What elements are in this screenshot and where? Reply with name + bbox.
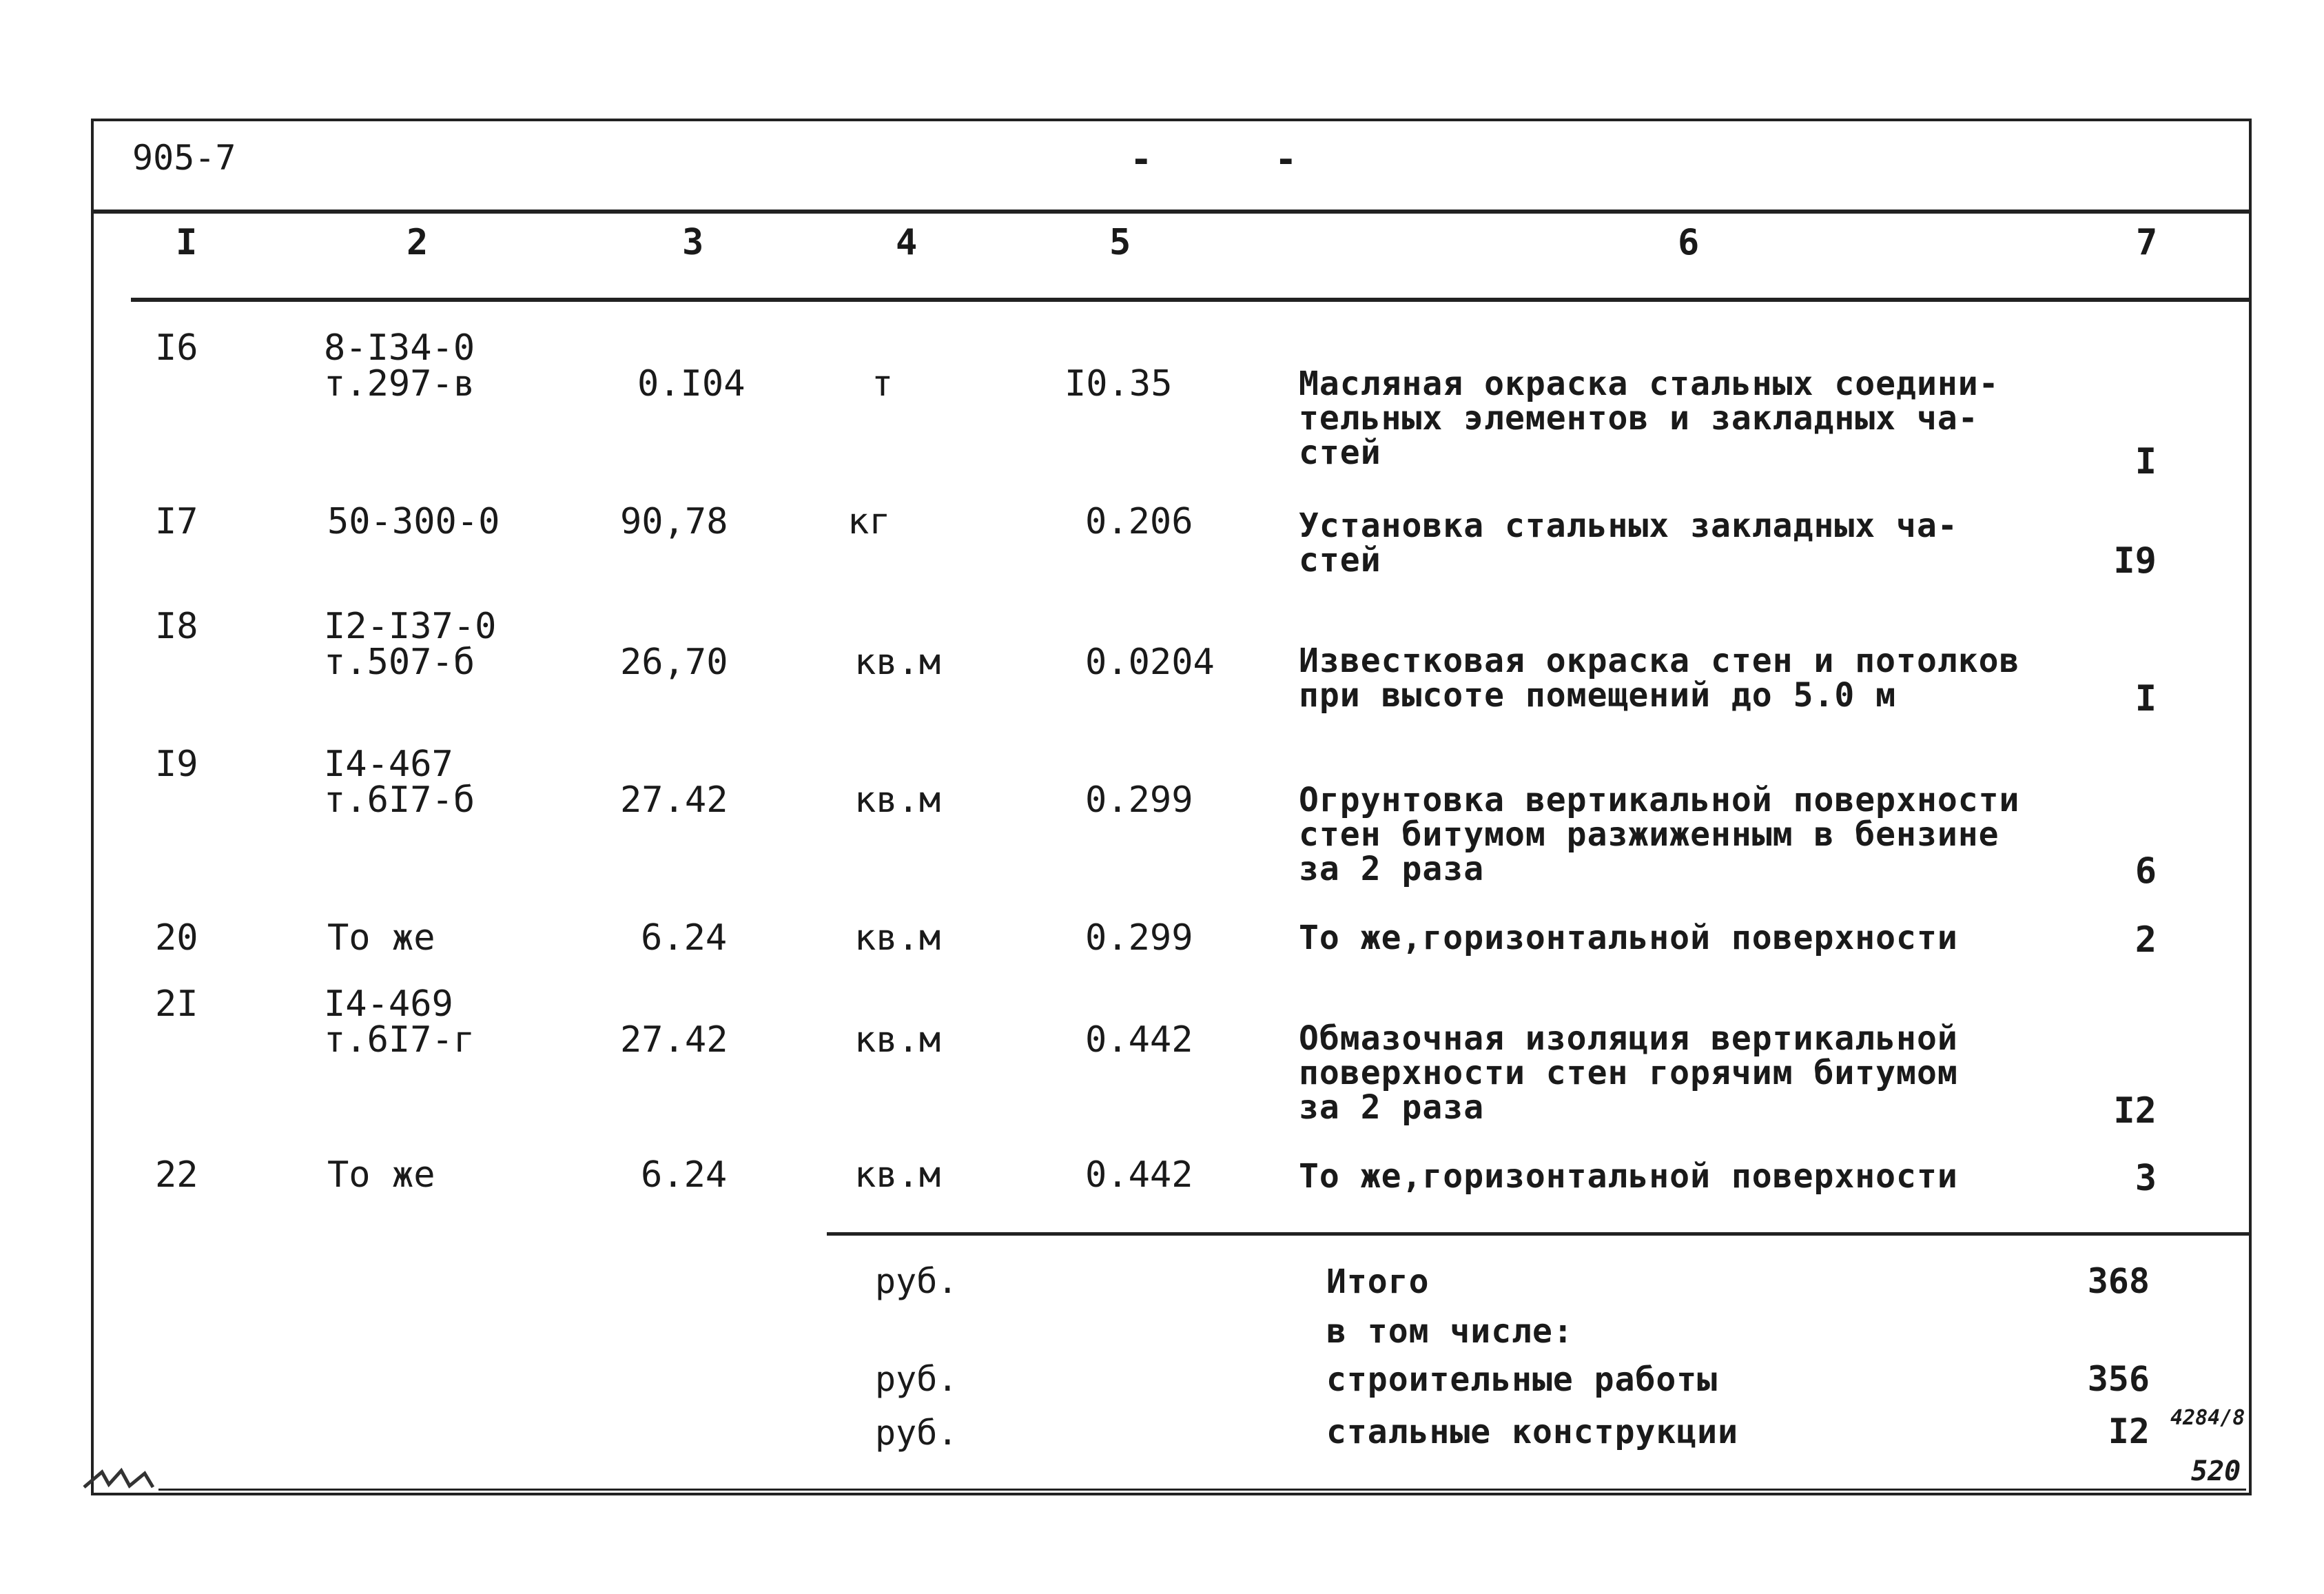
quantity: 27.42 <box>620 779 728 821</box>
unit: кв.м <box>854 1154 941 1196</box>
quantity: 26,70 <box>620 642 728 683</box>
work-description: Огрунтовка вертикальной поверхности <box>1299 781 2020 819</box>
cost-value: I <box>2135 441 2157 482</box>
column-number: 7 <box>2136 222 2158 263</box>
summary-including-label: в том числе: <box>1326 1312 1574 1351</box>
summary-unit: руб. <box>875 1359 958 1399</box>
row-number: I7 <box>155 501 198 542</box>
unit-price: 0.299 <box>1085 917 1193 959</box>
document-code: 905-7 <box>132 138 236 178</box>
norm-code: т.6I7-б <box>324 779 475 821</box>
norm-code: То же <box>327 917 435 959</box>
unit: кв.м <box>854 1019 941 1061</box>
column-number: 6 <box>1678 222 1700 263</box>
cost-value: 6 <box>2135 850 2157 892</box>
summary-total-value: 368 <box>2087 1261 2150 1301</box>
row-number: I6 <box>155 327 198 369</box>
unit: кв.м <box>854 779 941 821</box>
work-description: Известковая окраска стен и потолков <box>1299 642 2020 680</box>
row-number: 22 <box>155 1154 198 1196</box>
cost-value: 3 <box>2135 1158 2157 1199</box>
work-description: Обмазочная изоляция вертикальной <box>1299 1019 1958 1058</box>
row-number: 20 <box>155 917 198 959</box>
work-description: стен битумом разжиженным в бензине <box>1299 815 1999 854</box>
summary-construction-label: строительные работы <box>1326 1360 1718 1399</box>
summary-steel-value: I2 <box>2108 1411 2150 1451</box>
norm-code: I4-467 <box>324 744 453 785</box>
work-description: стей <box>1299 433 1381 472</box>
work-description: тельных элементов и закладных ча- <box>1299 399 1979 438</box>
quantity: 90,78 <box>620 501 728 542</box>
row-number: I9 <box>155 744 198 785</box>
work-description: То же,горизонтальной поверхности <box>1299 1157 1958 1196</box>
unit-price: 0.442 <box>1085 1019 1193 1061</box>
work-description: Установка стальных закладных ча- <box>1299 507 1958 545</box>
unit: кв.м <box>854 917 941 959</box>
column-number: 4 <box>896 222 918 263</box>
header-rule <box>91 210 2252 214</box>
quantity: 0.I04 <box>637 363 745 405</box>
column-number: I <box>176 222 198 263</box>
unit: кв.м <box>854 642 941 683</box>
row-number: I8 <box>155 606 198 647</box>
unit-price: I0.35 <box>1065 363 1173 405</box>
unit-price: 0.0204 <box>1085 642 1215 683</box>
work-description: То же,горизонтальной поверхности <box>1299 919 1958 957</box>
unit-price: 0.442 <box>1085 1154 1193 1196</box>
header-dash: - <box>1275 138 1297 181</box>
norm-code: т.507-б <box>324 642 475 683</box>
corner-stamp-bottom: 520 <box>2191 1455 2241 1487</box>
norm-code: То же <box>327 1154 435 1196</box>
scan-mark <box>81 1467 157 1493</box>
column-number: 2 <box>407 222 429 263</box>
unit-price: 0.206 <box>1085 501 1193 542</box>
unit: кг <box>847 501 891 542</box>
row-number: 2I <box>155 983 198 1025</box>
cost-value: 2 <box>2135 919 2157 961</box>
work-description: за 2 раза <box>1299 850 1485 888</box>
cost-value: I <box>2135 678 2157 719</box>
norm-code: I4-469 <box>324 983 453 1025</box>
work-description: при высоте помещений до 5.0 м <box>1299 676 1897 715</box>
summary-construction-value: 356 <box>2087 1359 2150 1399</box>
norm-code: 8-I34-0 <box>324 327 475 369</box>
column-number: 5 <box>1109 222 1131 263</box>
unit: т <box>872 363 894 405</box>
summary-unit: руб. <box>875 1413 958 1453</box>
work-description: за 2 раза <box>1299 1088 1485 1127</box>
quantity: 6.24 <box>641 917 728 959</box>
summary-steel-label: стальные конструкции <box>1326 1413 1738 1451</box>
summary-rule <box>827 1232 2252 1236</box>
summary-total-label: Итого <box>1326 1263 1430 1301</box>
norm-code: I2-I37-0 <box>324 606 497 647</box>
norm-code: т.6I7-г <box>324 1019 475 1061</box>
work-description: стей <box>1299 541 1381 580</box>
unit-price: 0.299 <box>1085 779 1193 821</box>
corner-stamp-top: 4284/8 <box>2170 1406 2245 1430</box>
quantity: 27.42 <box>620 1019 728 1061</box>
norm-code: 50-300-0 <box>327 501 500 542</box>
summary-unit: руб. <box>875 1261 958 1301</box>
norm-code: т.297-в <box>324 363 475 405</box>
work-description: поверхности стен горячим битумом <box>1299 1054 1958 1092</box>
header-dash: - <box>1130 138 1153 181</box>
cost-value: I9 <box>2113 540 2157 582</box>
column-header-rule <box>131 298 2252 302</box>
column-number: 3 <box>682 222 704 263</box>
cost-value: I2 <box>2113 1090 2157 1132</box>
work-description: Масляная окраска стальных соедини- <box>1299 365 1999 403</box>
bottom-rule <box>158 1489 2246 1491</box>
quantity: 6.24 <box>641 1154 728 1196</box>
